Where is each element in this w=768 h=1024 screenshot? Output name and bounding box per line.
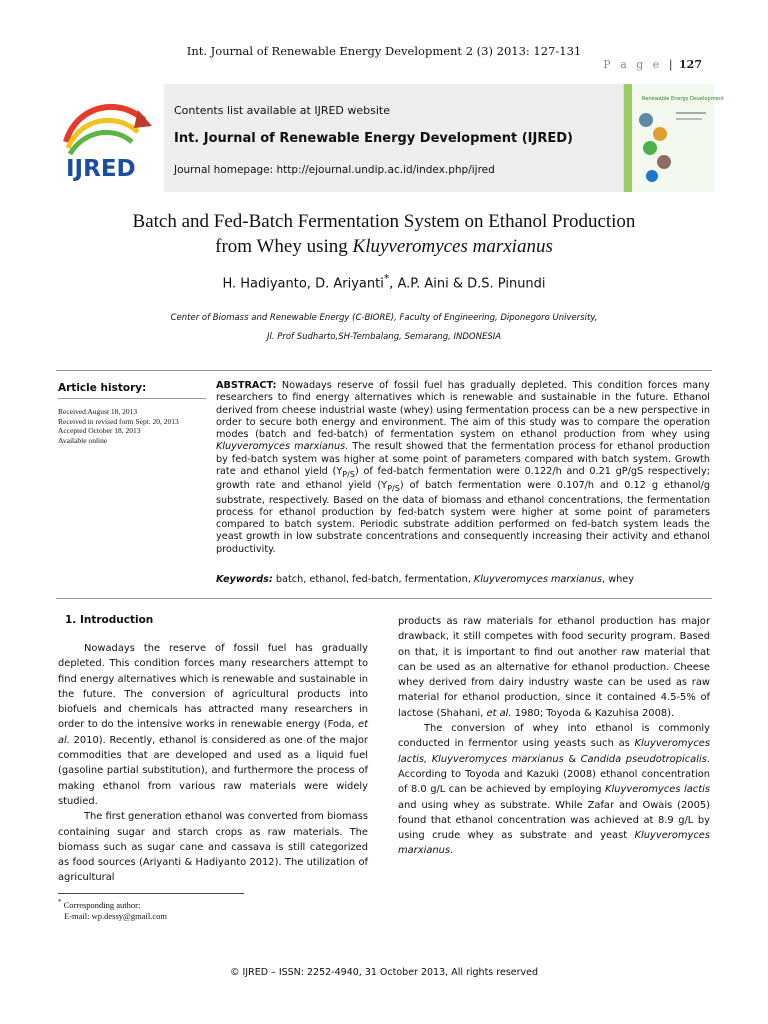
species-italic: Candida pseudotropicalis [580, 753, 707, 765]
section-heading: 1. Introduction [65, 614, 154, 626]
footnote-author [58, 897, 167, 911]
paragraph-text: . [450, 845, 454, 857]
species-italic: Kluyveromyces marxianus [398, 830, 710, 857]
authors-first: H. Hadiyanto, D. Ariyanti [222, 276, 384, 292]
journal-cover-thumbnail [623, 84, 724, 192]
abstract-text-2: The result showed that the fermentation process for ethanol production by fed-batch system was higher at some point of parameters compared with batch system. Growth rate and ethanol yield (Y [216, 441, 710, 478]
journal-name: Int. Journal of Renewable Energy Development (IJRED) [174, 131, 573, 146]
footnote-email: E-mail: wp.dessy@gmail.com [64, 910, 167, 921]
page-number-value: 127 [679, 58, 702, 71]
contents-line: Contents list available at IJRED website [174, 104, 390, 117]
species-italic: Kluyveromyces lactis, Kluyveromyces marxianus [398, 738, 710, 765]
abstract-text-4: ) of batch fermentation were 0.107/h and 0.12 g ethanol/g substrate, respectively. Based on the data of biomass and ethanol concentrations, the fermentation process for ethanol production by fed-batch system were higher at some point of parameters compared to batch system. Periodic substrate addition performed on fed-batch system leads the yeast growth in low substrate concentrations and consequently increasing their activity and ethanol productivity. [216, 480, 710, 555]
abstract-text-1: Nowadays reserve of fossil fuel has gradually depleted. This condition forces many researchers to find energy alternatives which is renewable and sustainable in the future. Ethanol derived from cheese industrial waste (whey) using fermentation process can be a new perspective in order to secure both energy and environment. The aim of this study was to compare the operation modes (batch and fed-batch) of fermentation system on ethanol production from whey using [216, 380, 710, 441]
citation-italic: et al. [486, 707, 512, 719]
divider [56, 370, 712, 371]
article-history [58, 407, 179, 445]
body-column-left [58, 641, 368, 886]
keywords-species: Kluyveromyces marxianus [473, 574, 603, 585]
paragraph-text: and using whey as substrate. While Zafar and Owais (2005) found that ethanol concentration was achieved at 8.9 g/L by using crude whey as substrate and yeast [398, 799, 710, 842]
paragraph [398, 614, 710, 721]
title-species: Kluyveromyces marxianus [352, 236, 553, 257]
affiliation-line-1: Center of Biomass and Renewable Energy (C-BIORE), Faculty of Engineering, Diponegoro University, [170, 313, 598, 323]
paragraph-text: . According to Toyoda and Kazuki (2008) ethanol concentration of 8.0 g/L can be achieved by employing [398, 753, 710, 796]
paragraph-text: Nowadays the reserve of fossil fuel has gradually depleted. This condition forces many researchers attempt to find energy alternatives which is renewable and sustainable in the future. The conversion of agricultural products into biofuels and chemicals has attracted many researchers in order to do the intensive works in renewable energy (Foda, [58, 643, 368, 731]
paragraph-text: 1980; Toyoda & Kazuhisa 2008). [511, 707, 675, 719]
paragraph-text: & [563, 753, 581, 765]
footnote-divider [58, 893, 244, 894]
title-line-2-plain: from Whey using [215, 236, 353, 257]
abstract-label: ABSTRACT: [216, 380, 277, 391]
abstract [216, 380, 710, 556]
authors [40, 272, 728, 291]
title-line-1: Batch and Fed-Batch Fermentation System on Ethanol Production [132, 211, 636, 232]
paragraph-text: 2010). Recently, ethanol is considered as one of the major commodities that are developed and used as a liquid fuel (gasoline partial substitution), and furthermore the process of making ethanol from various raw materials were widely studied. [58, 734, 368, 807]
corresponding-mark: * [383, 272, 390, 285]
title-line-2 [40, 234, 728, 259]
paragraph [58, 641, 368, 809]
footnote-mark: * [58, 898, 62, 906]
authors-rest: , A.P. Aini & D.S. Pinundi [389, 276, 546, 292]
paragraph-text: products as raw materials for ethanol production has major drawback, it still competes with food security program. Based on that, it is important to find out another raw material that can be used as an alternative for ethanol production. Cheese whey derived from dairy industry waste can be used as raw material for ethanol production, since it contained 4.5-5% of lactose (Shahani, [398, 616, 710, 719]
body-column-right [398, 614, 710, 859]
article-history-title: Article history: [58, 382, 147, 394]
abstract-text-3: ) of fed-batch fermentation were 0.122/h and 0.21 gP/gS respectively; growth rate and ethanol yield (Y [216, 466, 710, 492]
history-revised: Received in revised form Sept. 20, 2013 [58, 416, 179, 426]
footnote [58, 897, 167, 922]
abstract-subscript: P/S [387, 483, 400, 494]
species-italic: Kluyveromyces lactis [605, 784, 710, 796]
keywords-tail: , whey [602, 574, 634, 585]
affiliation-line-2: Jl. Prof Sudharto,SH-Tembalang, Semarang, INDONESIA [266, 332, 502, 342]
logo-text: IJRED [66, 156, 136, 182]
paragraph-text: The conversion of whey into ethanol is commonly conducted in fermentor using yeasts such as [398, 723, 710, 750]
history-accepted: Accepted October 18, 2013 [58, 426, 141, 435]
history-received: Received August 18, 2013 [58, 407, 138, 416]
keywords-text: batch, ethanol, fed-batch, fermentation, [272, 574, 474, 585]
page-number: P a g e | 127 [603, 58, 702, 71]
journal-homepage[interactable]: Journal homepage: http://ejournal.undip.ac.id/index.php/ijred [174, 164, 495, 176]
history-online: Available online [58, 435, 108, 445]
citation-italic: et al. [58, 719, 368, 746]
footnote-text: Corresponding author: [61, 899, 141, 910]
running-head: Int. Journal of Renewable Energy Development 2 (3) 2013: 127-131 [186, 44, 582, 58]
abstract-species: Kluyveromyces marxianus. [216, 441, 349, 453]
ijred-logo [52, 84, 164, 192]
cover-title: Renewable Energy Development [642, 96, 724, 102]
divider [56, 598, 712, 599]
abstract-subscript: P/S [342, 469, 355, 480]
paragraph: The first generation ethanol was converted from biomass containing sugar and starch crops as raw materials. The biomass such as sugar cane and cassava is still categorized as food sources (Ariyanti & Hadiyanto 2012). The utilization of agricultural [58, 811, 368, 884]
ijred-logo-icon [52, 84, 164, 192]
page-label: P a g e [603, 58, 663, 71]
article-title [40, 209, 728, 259]
copyright-footer: © IJRED – ISSN: 2252-4940, 31 October 2013, All rights reserved [229, 967, 539, 978]
keywords-label: Keywords: [216, 574, 273, 585]
journal-banner [52, 84, 724, 192]
paragraph [398, 721, 710, 859]
keywords [216, 574, 710, 585]
cover-icon [624, 84, 724, 192]
divider [58, 398, 206, 399]
